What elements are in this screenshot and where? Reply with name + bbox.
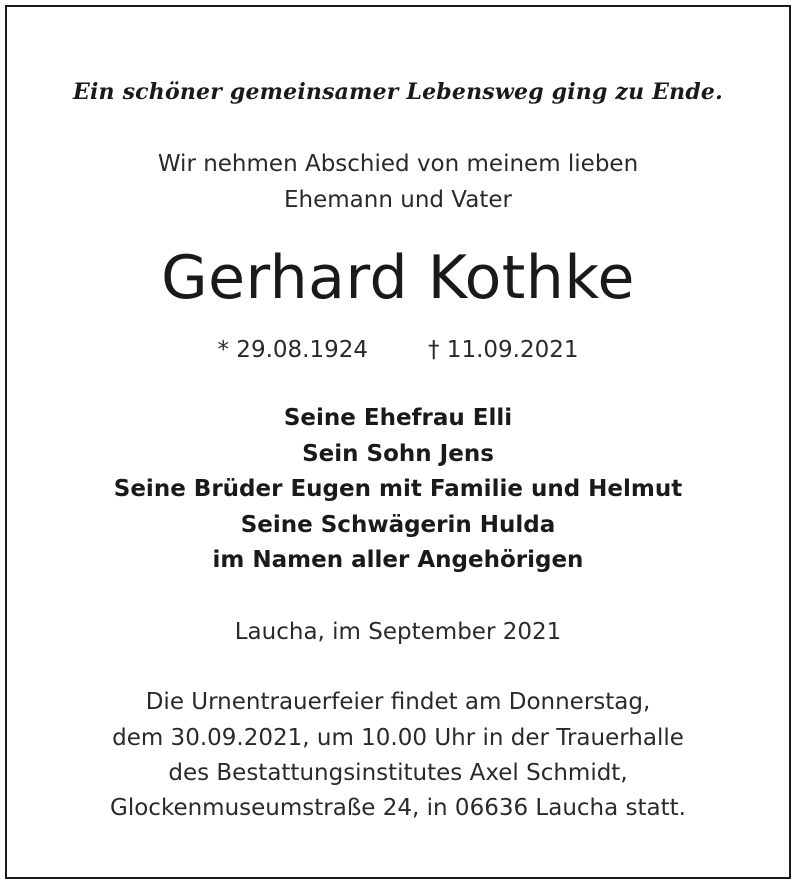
birth-date: * 29.08.1924 xyxy=(217,337,368,363)
intro-line: Ehemann und Vater xyxy=(284,187,512,213)
mourner-line: Sein Sohn Jens xyxy=(302,441,494,467)
life-dates xyxy=(7,337,789,363)
ceremony-line: dem 30.09.2021, um 10.00 Uhr in der Trauerhalle xyxy=(112,725,684,751)
ceremony-line: Glockenmuseumstraße 24, in 06636 Laucha statt. xyxy=(110,795,686,821)
deceased-name: Gerhard Kothke xyxy=(161,243,635,313)
intro-line: Wir nehmen Abschied von meinem lieben xyxy=(157,151,639,177)
death-date: † 11.09.2021 xyxy=(428,337,579,363)
mourner-line: Seine Schwägerin Hulda xyxy=(240,512,556,538)
mourner-line: im Namen aller Angehörigen xyxy=(212,547,584,573)
motto-heading: Ein schöner gemeinsamer Lebensweg ging zu Ende. xyxy=(73,79,723,105)
mourner-line: Seine Ehefrau Elli xyxy=(283,405,513,431)
obituary-notice xyxy=(5,5,791,879)
mourner-line: Seine Brüder Eugen mit Familie und Helmut xyxy=(113,476,683,502)
ceremony-line: Die Urnentrauerfeier findet am Donnerstag, xyxy=(145,689,651,715)
place-and-date: Laucha, im September 2021 xyxy=(234,619,562,645)
ceremony-line: des Bestattungsinstitutes Axel Schmidt, xyxy=(168,760,628,786)
